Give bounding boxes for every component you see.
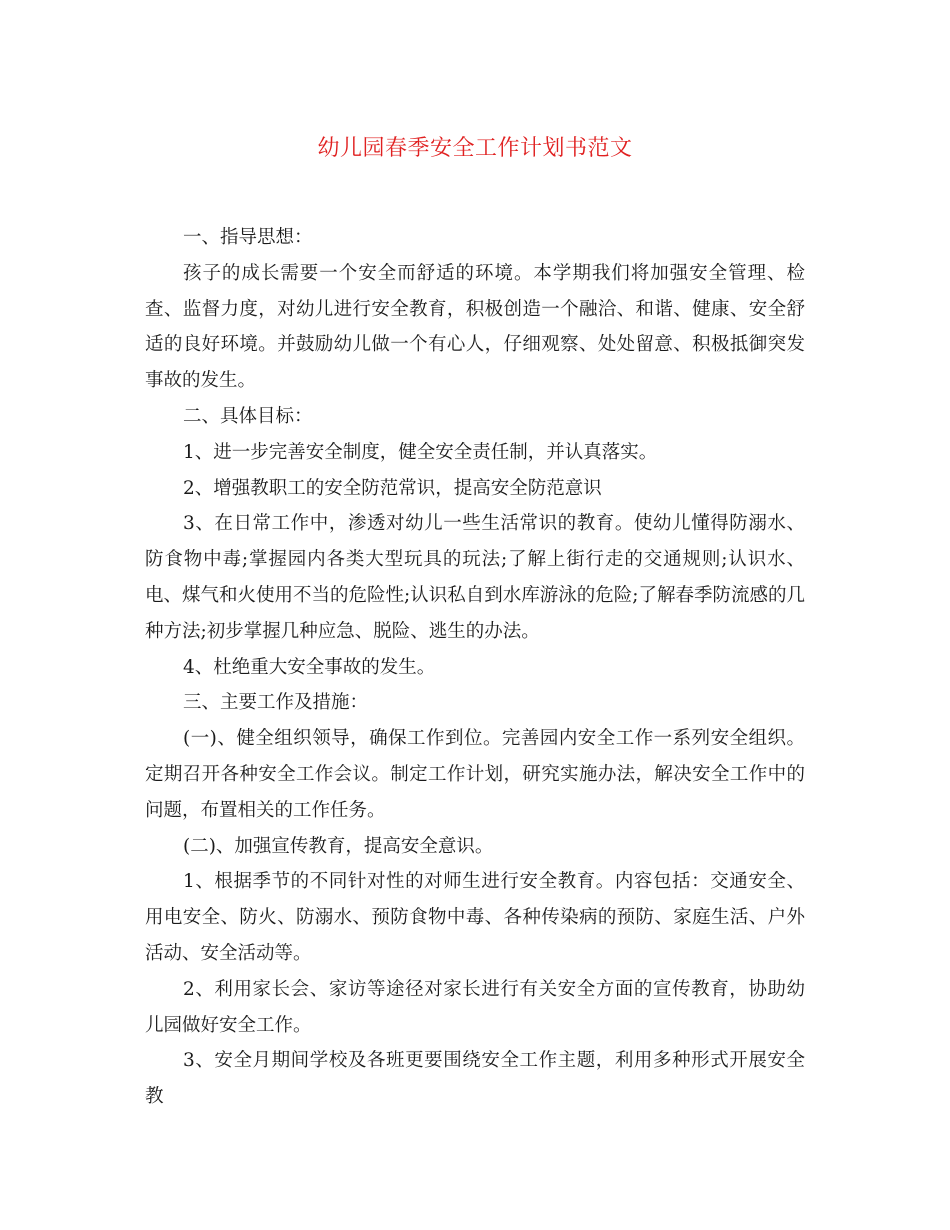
document-title: 幼儿园春季安全工作计划书范文 bbox=[317, 136, 633, 161]
measure-item-2: (二)、加强宣传教育，提高安全意识。 bbox=[183, 835, 494, 857]
section-heading-guiding-thought: 一、指导思想： bbox=[183, 227, 313, 248]
section-heading-specific-goals: 二、具体目标： bbox=[183, 405, 313, 427]
section-heading-main-work: 三、主要工作及措施： bbox=[183, 692, 369, 714]
goal-item-2: 2、增强教职工的安全防范常识，提高安全防范意识 bbox=[183, 477, 602, 499]
measure-item-1: (一)、健全组织领导，确保工作到位。完善园内安全工作一系列安全组织。定期召开各种安全工作会议。制定工作计划，研究实施办法，解决安全工作中的问题，布置相关的工作任务。 bbox=[145, 728, 805, 821]
goal-item-1: 1、进一步完善安全制度，健全安全责任制，并认真落实。 bbox=[183, 441, 658, 463]
education-item-1: 1、根据季节的不同针对性的对师生进行安全教育。内容包括：交通安全、用电安全、防火、防溺水、预防食物中毒、各种传染病的预防、家庭生活、户外活动、安全活动等。 bbox=[145, 871, 805, 964]
education-item-2: 2、利用家长会、家访等途径对家长进行有关安全方面的宣传教育，协助幼儿园做好安全工作。 bbox=[145, 978, 805, 1036]
education-item-3: 3、安全月期间学校及各班更要围绕安全工作主题，利用多种形式开展安全教 bbox=[145, 1050, 805, 1108]
document-body bbox=[145, 220, 805, 1115]
goal-item-3: 3、在日常工作中，渗透对幼儿一些生活常识的教育。使幼儿懂得防溺水、防食物中毒;掌握园内各类大型玩具的玩法;了解上街行走的交通规则;认识水、电、煤气和火使用不当的危险性;认识私自到水库游泳的危险;了解春季防流感的几种方法;初步掌握几种应急、脱险、逃生的办法。 bbox=[145, 513, 805, 642]
paragraph-guiding-thought: 孩子的成长需要一个安全而舒适的环境。本学期我们将加强安全管理、检查、监督力度，对幼儿进行安全教育，积极创造一个融洽、和谐、健康、安全舒适的良好环境。并鼓励幼儿做一个有心人，仔细观察、处处留意、积极抵御突发事故的发生。 bbox=[145, 262, 805, 392]
goal-item-4: 4、杜绝重大安全事故的发生。 bbox=[183, 656, 436, 678]
